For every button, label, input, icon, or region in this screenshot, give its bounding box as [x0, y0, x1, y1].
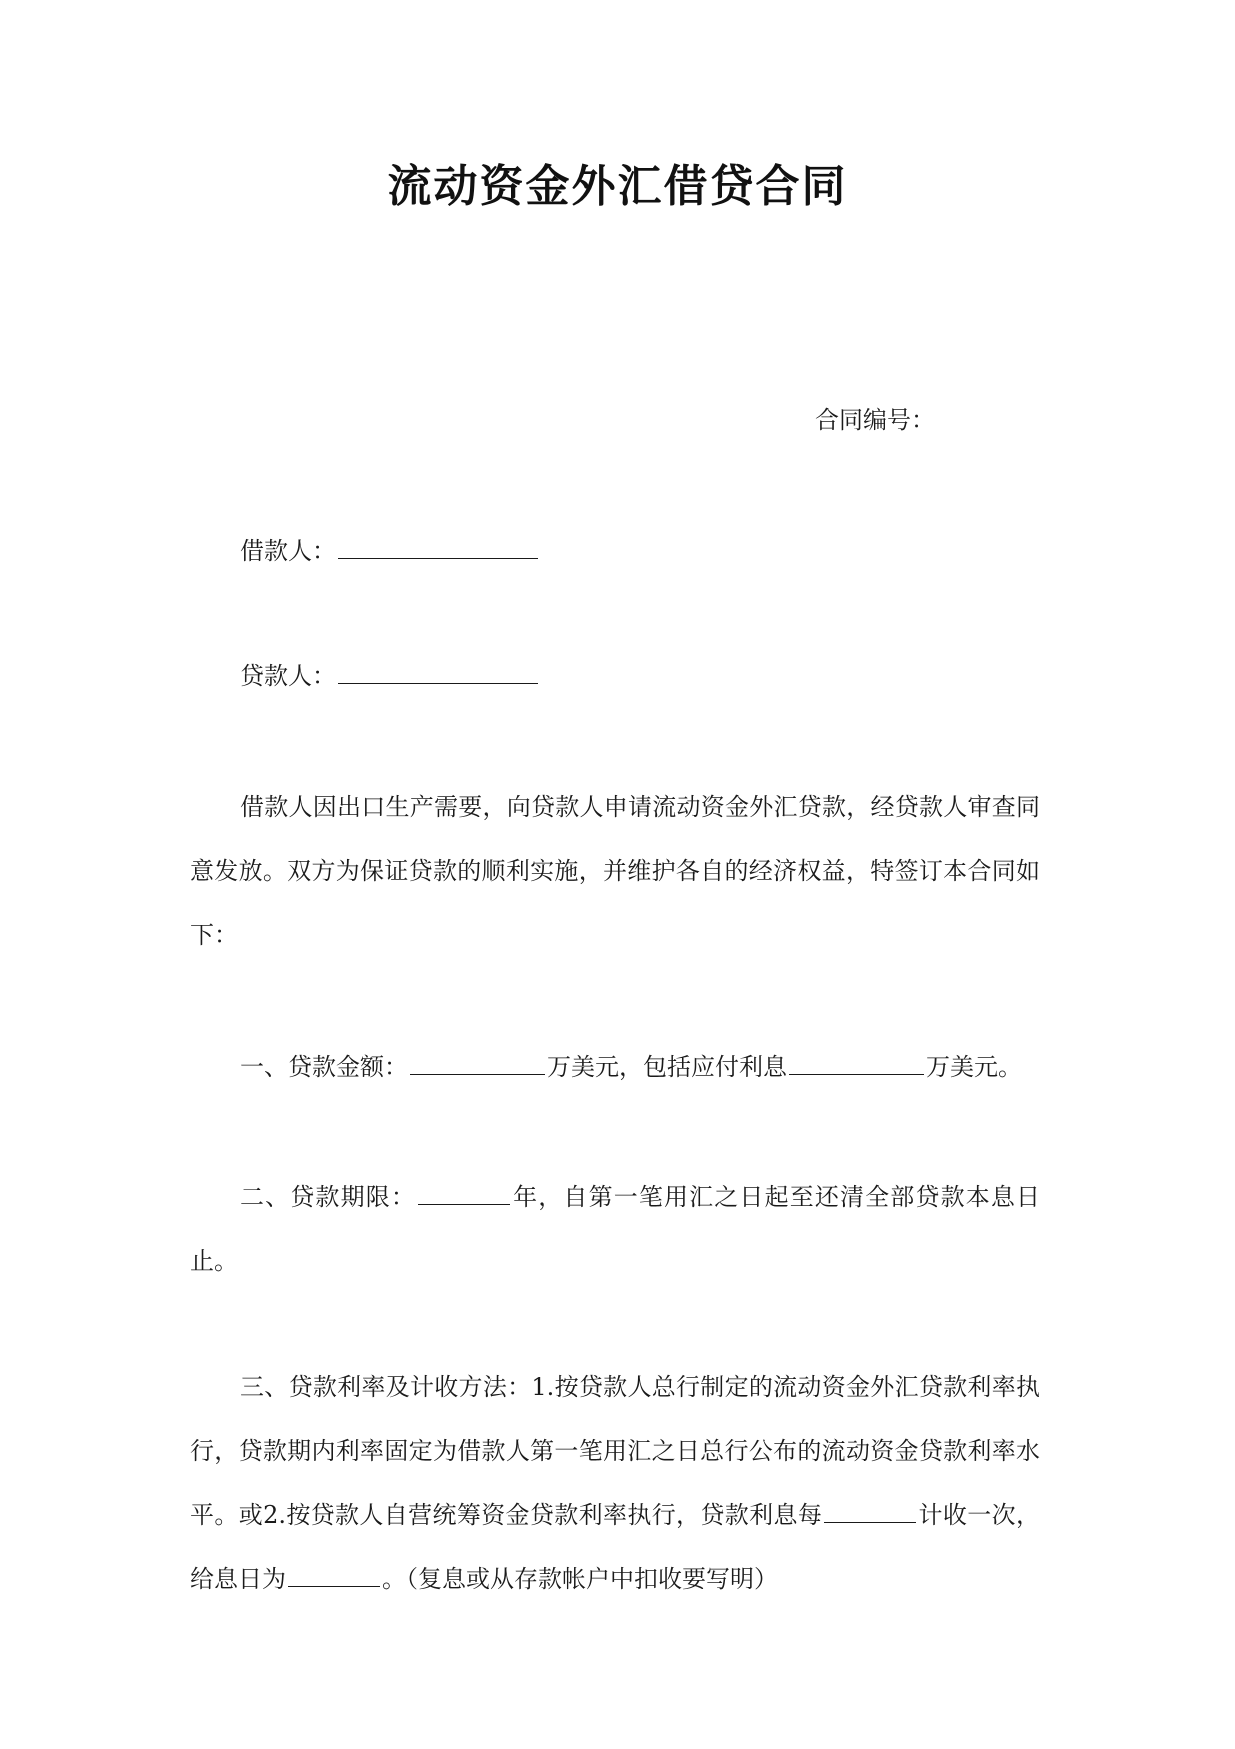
clause-1-end: 万美元。	[926, 1053, 1022, 1081]
clause-2-term	[190, 1165, 1040, 1293]
contract-number-label: 合同编号：	[815, 406, 935, 434]
lender-line	[240, 655, 540, 691]
term-years-blank	[418, 1176, 510, 1205]
interest-date-blank	[288, 1558, 380, 1587]
borrower-label: 借款人：	[240, 537, 336, 565]
intro-paragraph: 借款人因出口生产需要，向贷款人申请流动资金外汇贷款，经贷款人审查同意发放。双方为保证贷款的顺利实施，并维护各自的经济权益，特签订本合同如下：	[190, 793, 1040, 949]
clause-1-label: 一、贷款金额：	[240, 1053, 408, 1081]
page-title: 流动资金外汇借贷合同	[387, 161, 848, 212]
borrower-line	[240, 530, 540, 566]
clause-2-rest: 年，自第一笔用汇之日起至还清全部贷款本息日止。	[190, 1183, 1040, 1275]
clause-3-text-b: 计收一次，给息日为	[190, 1501, 1040, 1593]
amount-blank	[410, 1046, 545, 1075]
clause-1-mid: 万美元，包括应付利息	[547, 1053, 787, 1081]
borrower-blank	[338, 530, 538, 559]
interest-period-blank	[824, 1494, 916, 1523]
clause-3-interest	[190, 1355, 1040, 1611]
lender-label: 贷款人：	[240, 662, 336, 690]
interest-blank	[789, 1046, 924, 1075]
clause-3-text-c: 。（复息或从存款帐户中扣收要写明）	[382, 1565, 778, 1593]
clause-3-text-a: 三、贷款利率及计收方法：1.按贷款人总行制定的流动资金外汇贷款利率执行，贷款期内利率固定为借款人第一笔用汇之日总行公布的流动资金贷款利率水平。或2.按贷款人自营统筹资金贷款利率执行，贷款利息每	[190, 1373, 1040, 1529]
clause-2-label: 二、贷款期限：	[240, 1183, 416, 1211]
clause-1-amount	[190, 1035, 1040, 1099]
lender-blank	[338, 655, 538, 684]
